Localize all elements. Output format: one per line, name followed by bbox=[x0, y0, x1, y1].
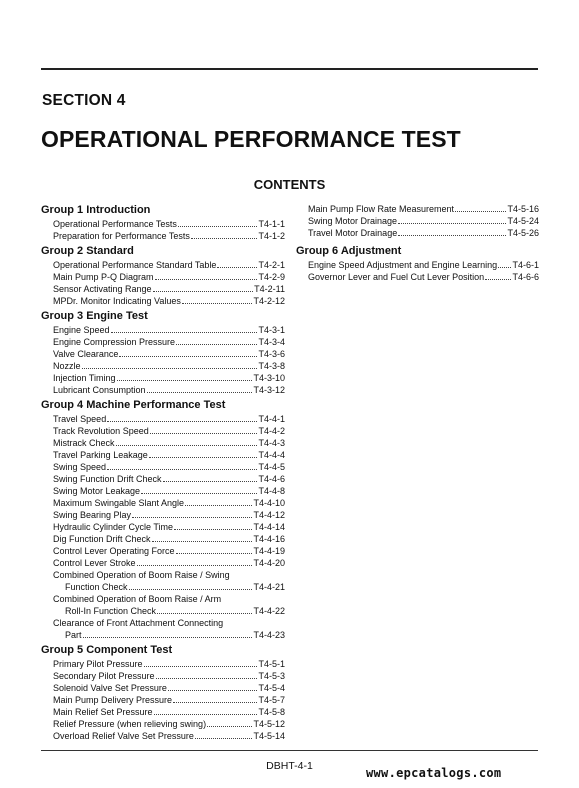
toc-entry-page: T4-6-1 bbox=[512, 260, 539, 270]
toc-group-title: Group 1 Introduction bbox=[41, 204, 151, 216]
dot-leader bbox=[163, 481, 258, 482]
toc-entry-title: Nozzle bbox=[53, 361, 81, 371]
toc-entry-title: Engine Speed bbox=[53, 325, 110, 335]
toc-entry-title-line2: Roll-In Function Check bbox=[65, 606, 157, 616]
toc-entry[interactable] bbox=[53, 336, 285, 348]
toc-entry-page: T4-4-10 bbox=[253, 498, 285, 508]
dot-leader bbox=[178, 226, 258, 227]
toc-entry-page: T4-5-3 bbox=[258, 671, 285, 681]
toc-group bbox=[41, 643, 285, 742]
toc-entry-title: Dig Function Drift Check bbox=[53, 534, 151, 544]
toc-entry-title: Operational Performance Tests bbox=[53, 219, 177, 229]
toc-entry[interactable] bbox=[53, 259, 285, 271]
toc-entry-title: MPDr. Monitor Indicating Values bbox=[53, 296, 181, 306]
dot-leader bbox=[154, 714, 258, 715]
dot-leader bbox=[174, 529, 252, 530]
toc-entry-title-line2: Function Check bbox=[65, 582, 128, 592]
toc-entry-title: Travel Parking Leakage bbox=[53, 450, 148, 460]
toc-group bbox=[41, 203, 285, 242]
toc-entry-page: T4-4-12 bbox=[253, 510, 285, 520]
toc-entry-title: Clearance of Front Attachment Connecting bbox=[53, 618, 224, 628]
toc-entry-page: T4-5-16 bbox=[507, 204, 539, 214]
toc-group-title: Group 4 Machine Performance Test bbox=[41, 399, 226, 411]
dot-leader bbox=[156, 678, 258, 679]
toc-entry-title: Engine Compression Pressure bbox=[53, 337, 176, 347]
toc-entry[interactable] bbox=[53, 658, 285, 670]
toc-entry-page: T4-5-14 bbox=[253, 731, 285, 741]
toc-entry[interactable] bbox=[53, 473, 285, 485]
toc-entry-page: T4-4-3 bbox=[258, 438, 285, 448]
toc-group bbox=[41, 309, 285, 396]
toc-entry-title: Engine Speed Adjustment and Engine Learning bbox=[308, 260, 498, 270]
toc-entry-title-line2: Part bbox=[65, 630, 82, 640]
toc-entry-continuation bbox=[53, 629, 285, 641]
toc-entry-page: T4-6-6 bbox=[512, 272, 539, 282]
dot-leader bbox=[168, 690, 258, 691]
dot-leader bbox=[191, 238, 258, 239]
toc-entry-page: T4-2-12 bbox=[253, 296, 285, 306]
toc-entry-page: T4-4-23 bbox=[253, 630, 285, 640]
toc-entry[interactable] bbox=[53, 461, 285, 473]
toc-entry-title: Swing Bearing Play bbox=[53, 510, 132, 520]
toc-entry-title: Operational Performance Standard Table bbox=[53, 260, 217, 270]
toc-entry-continuation bbox=[53, 581, 285, 593]
toc-entry-page: T4-5-12 bbox=[253, 719, 285, 729]
toc-entry-title: Travel Motor Drainage bbox=[308, 228, 398, 238]
toc-entry-page: T4-4-4 bbox=[258, 450, 285, 460]
toc-entry-title: Main Pump Delivery Pressure bbox=[53, 695, 173, 705]
toc-entry-page: T4-4-22 bbox=[253, 606, 285, 616]
dot-leader bbox=[149, 457, 258, 458]
dot-leader bbox=[176, 553, 253, 554]
toc-entry[interactable] bbox=[53, 295, 285, 307]
toc-group-continued bbox=[296, 203, 539, 239]
toc-entry[interactable] bbox=[53, 425, 285, 437]
dot-leader bbox=[152, 541, 253, 542]
toc-entry[interactable] bbox=[308, 203, 539, 215]
dot-leader bbox=[144, 666, 258, 667]
toc-entry[interactable] bbox=[53, 557, 285, 569]
toc-entry-title: Maximum Swingable Slant Angle bbox=[53, 498, 185, 508]
toc-entry-page: T4-3-4 bbox=[258, 337, 285, 347]
toc-entry-title: Combined Operation of Boom Raise / Arm bbox=[53, 594, 222, 604]
toc-entry-title: Solenoid Valve Set Pressure bbox=[53, 683, 167, 693]
toc-entry-page: T4-4-8 bbox=[258, 486, 285, 496]
toc-group bbox=[41, 244, 285, 307]
top-rule bbox=[41, 68, 538, 70]
dot-leader bbox=[153, 291, 254, 292]
toc-entry[interactable] bbox=[53, 569, 285, 593]
toc-entry[interactable] bbox=[53, 360, 285, 372]
toc-entry-title: Lubricant Consumption bbox=[53, 385, 146, 395]
watermark-url: www.epcatalogs.com bbox=[366, 766, 502, 780]
dot-leader bbox=[455, 211, 506, 212]
toc-entry-page: T4-4-16 bbox=[253, 534, 285, 544]
toc-entry[interactable] bbox=[53, 283, 285, 295]
toc-entry[interactable] bbox=[53, 718, 285, 730]
toc-entry-title: Mistrack Check bbox=[53, 438, 115, 448]
dot-leader bbox=[157, 613, 252, 614]
toc-entry[interactable] bbox=[53, 593, 285, 617]
toc-entry-title: Main Relief Set Pressure bbox=[53, 707, 153, 717]
toc-entry-page: T4-3-6 bbox=[258, 349, 285, 359]
dot-leader bbox=[132, 517, 252, 518]
dot-leader bbox=[107, 469, 257, 470]
toc-entry[interactable] bbox=[53, 384, 285, 396]
dot-leader bbox=[182, 303, 253, 304]
dot-leader bbox=[83, 637, 253, 638]
toc-entry[interactable] bbox=[308, 259, 539, 271]
toc-entry-page: T4-2-11 bbox=[254, 284, 285, 294]
dot-leader bbox=[195, 738, 253, 739]
toc-group-title: Group 5 Component Test bbox=[41, 644, 173, 656]
toc-entry-title: Combined Operation of Boom Raise / Swing bbox=[53, 570, 230, 580]
toc-group-title: Group 2 Standard bbox=[41, 245, 134, 257]
toc-entry-page: T4-2-9 bbox=[258, 272, 285, 282]
section-heading: SECTION 4 bbox=[42, 92, 126, 109]
dot-leader bbox=[111, 332, 258, 333]
toc-entry[interactable] bbox=[53, 218, 285, 230]
toc-entry-title: Valve Clearance bbox=[53, 349, 119, 359]
toc-entry-title: Track Revolution Speed bbox=[53, 426, 149, 436]
toc-entry-page: T4-4-19 bbox=[253, 546, 285, 556]
dot-leader bbox=[398, 235, 506, 236]
dot-leader bbox=[398, 223, 506, 224]
toc-entry-title: Overload Relief Valve Set Pressure bbox=[53, 731, 194, 741]
toc-entry-page: T4-4-1 bbox=[258, 414, 285, 424]
toc-entry-page: T4-3-10 bbox=[253, 373, 285, 383]
toc-entry[interactable] bbox=[53, 449, 285, 461]
toc-entry[interactable] bbox=[53, 682, 285, 694]
toc-entry-page: T4-4-21 bbox=[253, 582, 285, 592]
dot-leader bbox=[185, 505, 252, 506]
toc-entry-title: Secondary Pilot Pressure bbox=[53, 671, 155, 681]
toc-entry[interactable] bbox=[53, 545, 285, 557]
dot-leader bbox=[217, 267, 257, 268]
toc-entry[interactable] bbox=[53, 497, 285, 509]
toc-entry[interactable] bbox=[53, 437, 285, 449]
toc-group bbox=[296, 244, 539, 283]
toc-entry-page: T4-5-7 bbox=[258, 695, 285, 705]
toc-entry-page: T4-3-8 bbox=[258, 361, 285, 371]
page-title: OPERATIONAL PERFORMANCE TEST bbox=[41, 126, 461, 152]
dot-leader bbox=[207, 726, 252, 727]
toc-entry-title: Governor Lever and Fuel Cut Lever Position bbox=[308, 272, 485, 282]
toc-entry-page: T4-3-12 bbox=[253, 385, 285, 395]
dot-leader bbox=[129, 589, 253, 590]
toc-entry-page: T4-5-8 bbox=[258, 707, 285, 717]
toc-entry-title: Swing Motor Leakage bbox=[53, 486, 141, 496]
toc-entry[interactable] bbox=[308, 271, 539, 283]
toc-entry[interactable] bbox=[53, 230, 285, 242]
toc-entry-page: T4-4-14 bbox=[253, 522, 285, 532]
toc-group-title: Group 3 Engine Test bbox=[41, 310, 148, 322]
toc-entry-title: Sensor Activating Range bbox=[53, 284, 152, 294]
dot-leader bbox=[119, 356, 257, 357]
toc-entry-title: Hydraulic Cylinder Cycle Time bbox=[53, 522, 174, 532]
toc-entry-page: T4-3-1 bbox=[258, 325, 285, 335]
dot-leader bbox=[137, 565, 253, 566]
toc-entry-page: T4-1-1 bbox=[258, 219, 285, 229]
document-code: DBHT-4-1 bbox=[266, 760, 313, 772]
toc-group bbox=[41, 398, 285, 641]
toc-entry-title: Swing Function Drift Check bbox=[53, 474, 162, 484]
toc-entry-page: T4-4-6 bbox=[258, 474, 285, 484]
dot-leader bbox=[498, 267, 511, 268]
toc-left-column bbox=[41, 203, 285, 744]
toc-right-column bbox=[296, 203, 539, 285]
toc-entry[interactable] bbox=[53, 348, 285, 360]
toc-entry-title: Preparation for Performance Tests bbox=[53, 231, 190, 241]
dot-leader bbox=[150, 433, 258, 434]
toc-entry[interactable] bbox=[53, 521, 285, 533]
toc-entry-title: Control Lever Operating Force bbox=[53, 546, 175, 556]
toc-entry-page: T4-4-20 bbox=[253, 558, 285, 568]
toc-entry-page: T4-4-2 bbox=[258, 426, 285, 436]
toc-entry[interactable] bbox=[308, 227, 539, 239]
dot-leader bbox=[155, 279, 258, 280]
toc-entry[interactable] bbox=[53, 509, 285, 521]
dot-leader bbox=[82, 368, 258, 369]
dot-leader bbox=[176, 344, 257, 345]
toc-entry-page: T4-5-24 bbox=[507, 216, 539, 226]
toc-entry-title: Injection Timing bbox=[53, 373, 116, 383]
toc-entry[interactable] bbox=[53, 271, 285, 283]
toc-entry-page: T4-1-2 bbox=[258, 231, 285, 241]
toc-entry[interactable] bbox=[53, 324, 285, 336]
toc-entry[interactable] bbox=[53, 670, 285, 682]
toc-entry-page: T4-4-5 bbox=[258, 462, 285, 472]
toc-entry[interactable] bbox=[53, 694, 285, 706]
dot-leader bbox=[147, 392, 253, 393]
toc-entry-title: Main Pump P-Q Diagram bbox=[53, 272, 154, 282]
dot-leader bbox=[141, 493, 257, 494]
toc-entry-page: T4-5-1 bbox=[258, 659, 285, 669]
toc-entry[interactable] bbox=[53, 372, 285, 384]
dot-leader bbox=[485, 279, 511, 280]
toc-entry-title: Relief Pressure (when relieving swing) bbox=[53, 719, 207, 729]
toc-entry-title: Swing Speed bbox=[53, 462, 107, 472]
toc-entry-page: T4-5-26 bbox=[507, 228, 539, 238]
dot-leader bbox=[117, 380, 253, 381]
toc-group-title: Group 6 Adjustment bbox=[296, 245, 402, 257]
toc-entry[interactable] bbox=[53, 617, 285, 641]
dot-leader bbox=[107, 421, 257, 422]
toc-entry-page: T4-2-1 bbox=[258, 260, 285, 270]
toc-entry[interactable] bbox=[53, 706, 285, 718]
toc-entry[interactable] bbox=[53, 485, 285, 497]
dot-leader bbox=[116, 445, 258, 446]
toc-entry-title: Control Lever Stroke bbox=[53, 558, 136, 568]
toc-entry[interactable] bbox=[308, 215, 539, 227]
toc-entry[interactable] bbox=[53, 413, 285, 425]
toc-entry-page: T4-5-4 bbox=[258, 683, 285, 693]
contents-heading: CONTENTS bbox=[253, 177, 326, 192]
toc-entry-title: Main Pump Flow Rate Measurement bbox=[308, 204, 455, 214]
toc-entry-title: Swing Motor Drainage bbox=[308, 216, 398, 226]
toc-entry-continuation bbox=[53, 605, 285, 617]
dot-leader bbox=[173, 702, 257, 703]
toc-entry[interactable] bbox=[53, 533, 285, 545]
toc-entry-title: Primary Pilot Pressure bbox=[53, 659, 143, 669]
toc-entry-title: Travel Speed bbox=[53, 414, 107, 424]
toc-entry[interactable] bbox=[53, 730, 285, 742]
bottom-rule bbox=[41, 750, 538, 751]
